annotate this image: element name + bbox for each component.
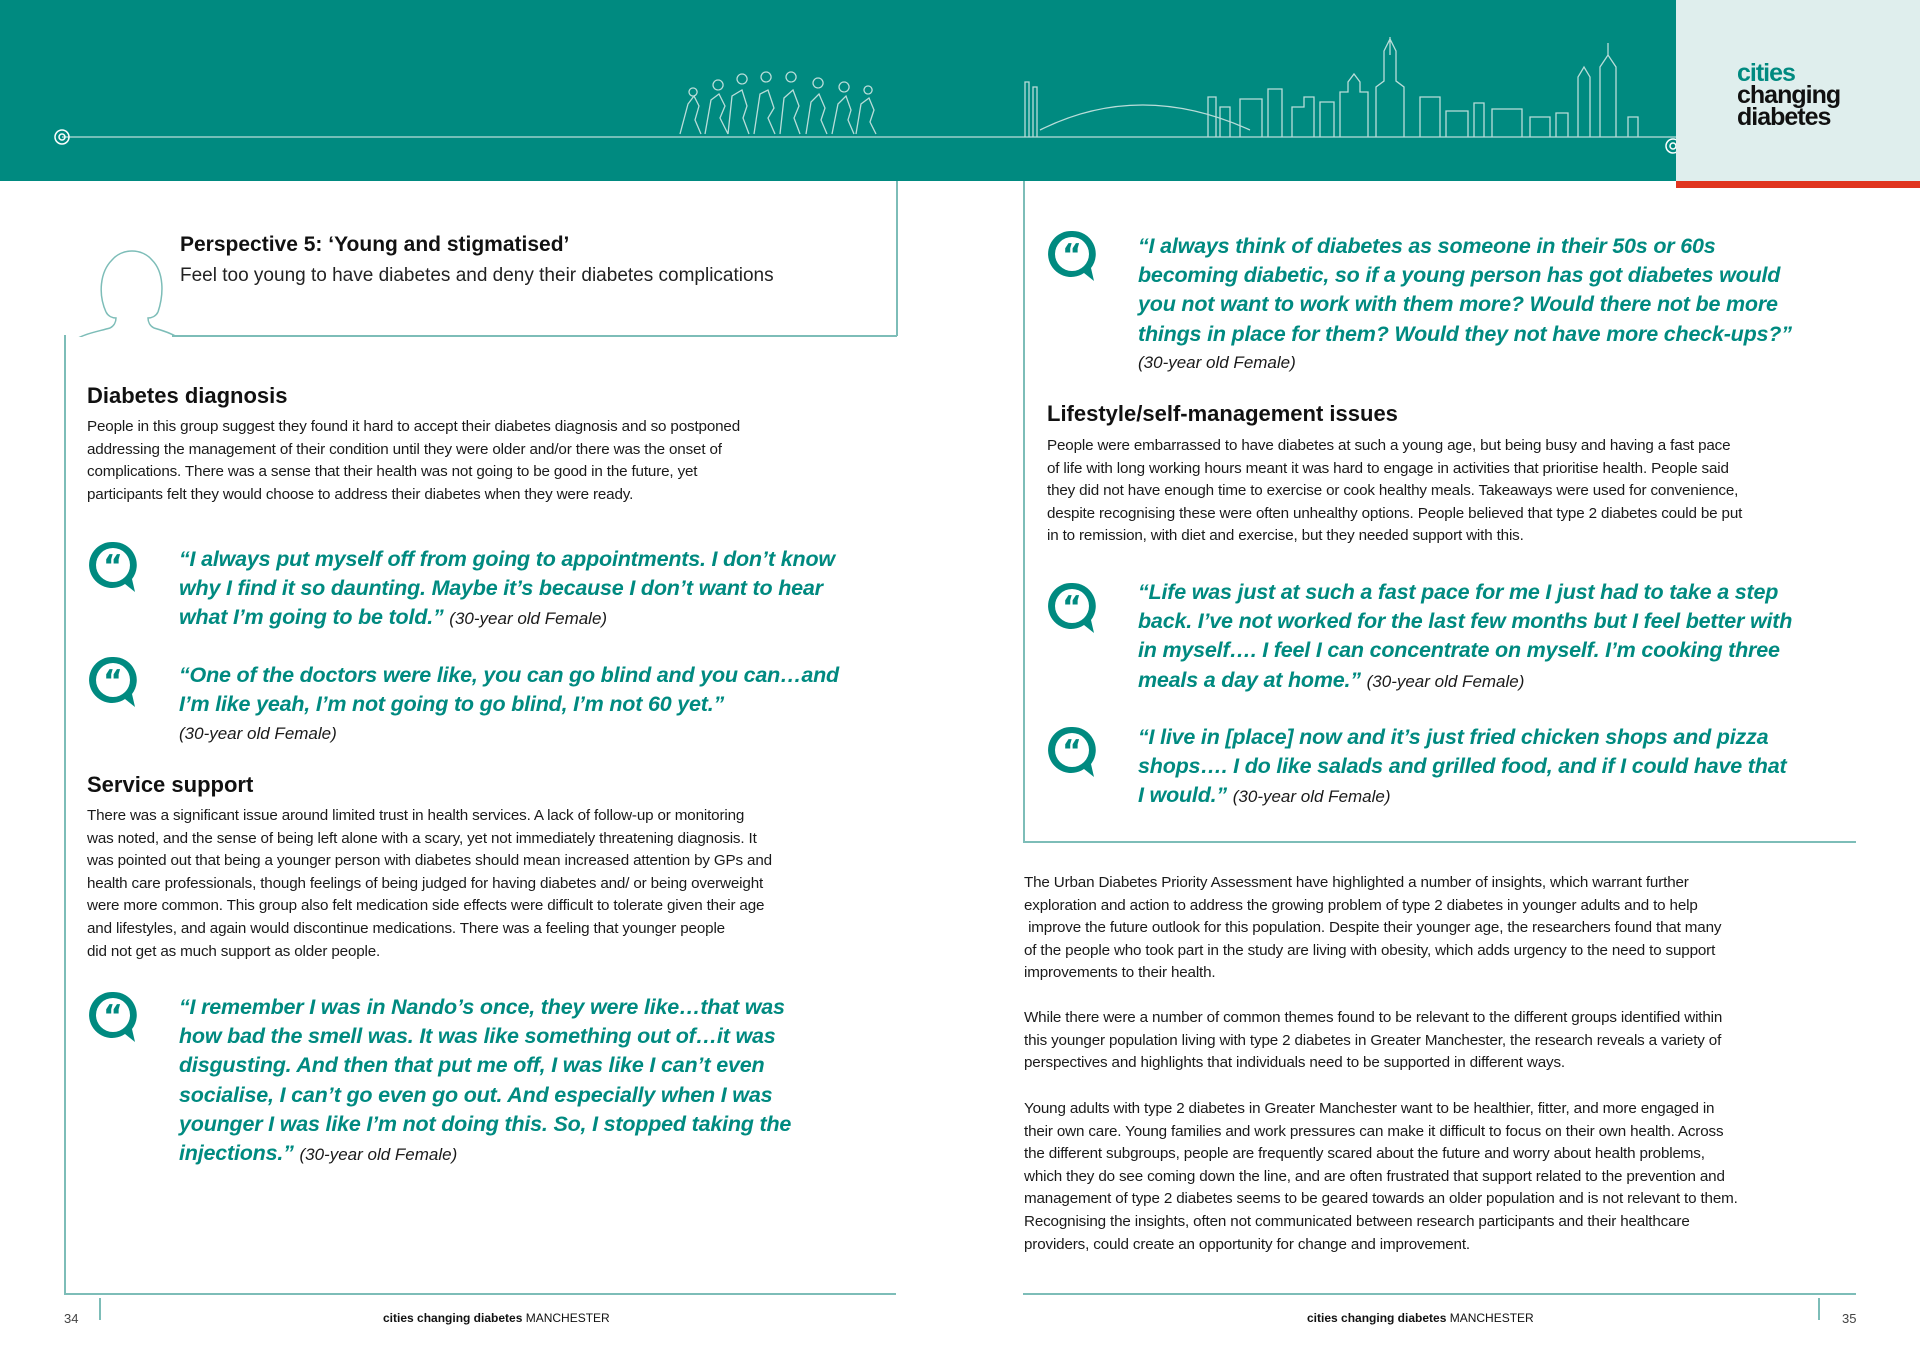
quote-attribution: (30-year old Female): [1232, 787, 1391, 807]
quote-bubble-icon: [1046, 724, 1098, 780]
summary-paragraph-1: The Urban Diabetes Priority Assessment have highlighted a number of insights, which warrant further exploration and action to address the growing problem of type 2 diabetes in younger adults and to help improve the future outlook for this population. Despite their younger age, the researchers found that many of the people who took part in the study are living with obesity, which adds urgency to the need to support improvements to their health.: [1024, 874, 1722, 982]
city-skyline-illustration: [0, 0, 1676, 181]
right-frame-left-edge: [1023, 181, 1025, 842]
summary-paragraph-2: While there were a number of common themes found to be relevant to the different groups identified within this younger population living with type 2 diabetes in Greater Manchester, the research reveals a variety of perspectives and highlights that individuals need to be supported in different ways.: [1024, 1009, 1723, 1072]
quote-bubble-icon: [1046, 580, 1098, 636]
quote-attribution: (30-year old Female): [449, 609, 608, 629]
quote-nandos: “I remember I was in Nando’s once, they were like…that was how bad the smell was. It was like something out of…it was disgusting. And then that put me off, I was like I can’t even socialise, I can’t go even go out. And especially when I was younger I was like I’m not doing this. So, I stopped taking the injections.” (30-year old Female): [179, 995, 792, 1166]
quote-attribution: (30-year old Female): [1138, 353, 1296, 372]
quote-attribution: (30-year old Female): [1366, 671, 1525, 691]
quote-bubble-icon: [87, 654, 139, 710]
footer-tick-left: [99, 1298, 101, 1320]
person-silhouette-icon: [66, 212, 186, 337]
quote-appointments: “I always put myself off from going to appointments. I don’t know why I find it so daunting. Maybe it’s because I don’t want to hear what I’m going to be told.” (30-year old Female): [179, 547, 835, 630]
svg-text:“: “: [1062, 590, 1082, 625]
svg-text:“: “: [1062, 734, 1082, 769]
left-frame-left-edge: [64, 335, 66, 1293]
quote-go-blind: “One of the doctors were like, you can go blind and you can…and I’m like yeah, I’m not going to go blind, I’m not 60 yet.”: [179, 663, 839, 717]
logo-accent-bar: [1676, 181, 1920, 188]
quote-attribution: (30-year old Female): [299, 1145, 458, 1165]
svg-text:“: “: [103, 999, 123, 1034]
quote-50s-or-60s: “I always think of diabetes as someone in their 50s or 60s becoming diabetic, so if a young person has got diabetes would you not want to work with them more? Would there not be more things in place for them? Would they not have more check-ups?”: [1138, 234, 1792, 346]
left-frame-right-edge: [896, 181, 898, 336]
quote-bubble-icon: [87, 989, 139, 1045]
page-number-right: 35: [1842, 1311, 1857, 1326]
left-frame-bottom-rule: [64, 1293, 896, 1295]
logo-line-1: cities: [1737, 59, 1795, 87]
logo-line-3: diabetes: [1737, 103, 1831, 131]
right-footer-rule: [1023, 1293, 1856, 1295]
svg-text:“: “: [103, 664, 123, 699]
quote-attribution: (30-year old Female): [179, 724, 337, 743]
svg-text:“: “: [1062, 238, 1082, 273]
lifestyle-heading: Lifestyle/self-management issues: [1047, 401, 1398, 426]
diabetes-diagnosis-paragraph: People in this group suggest they found it hard to accept their diabetes diagnosis and so postponed addressing the management of their condition until they were older and/or there was the onset of complications. There was a sense that their health was not going to be good in the future, yet participants felt they would choose to address their diabetes when they were ready.: [87, 418, 741, 503]
footer-tick-right: [1818, 1298, 1820, 1320]
perspective-subtitle: Feel too young to have diabetes and deny their diabetes complications: [180, 265, 774, 286]
left-target-marker-icon: [55, 130, 69, 144]
cities-changing-diabetes-logo: [1737, 59, 1907, 131]
right-frame-bottom-rule: [1023, 841, 1856, 843]
left-frame-top-rule: [172, 335, 897, 337]
logo-line-2: changing: [1737, 81, 1841, 109]
quote-fried-chicken: “I live in [place] now and it’s just fried chicken shops and pizza shops…. I do like salads and grilled food, and if I could have that I would.” (30-year old Female): [1138, 725, 1787, 808]
quote-fast-pace: “Life was just at such a fast pace for me I just had to take a step back. I’ve not worked for the last few months but I feel better with in myself…. I feel I can concentrate on myself. I’m cooking three meals a day at home.” (30-year old Female): [1138, 580, 1793, 692]
quote-bubble-icon: [87, 539, 139, 595]
perspective-title: Perspective 5: ‘Young and stigmatised’: [180, 233, 570, 256]
footer-title-left: cities changing diabetes MANCHESTER: [383, 1311, 610, 1325]
service-support-heading: Service support: [87, 772, 254, 797]
summary-paragraph-3: Young adults with type 2 diabetes in Greater Manchester want to be healthier, fitter, and more engaged in their own care. Young families and work pressures can make it difficult to focus on their own health. Across the different subgroups, people are frequently scared about the future and worry about health problems, which they do see coming down the line, and are often frustrated that support related to the prevention and management of type 2 diabetes seems to be geared towards an older population and is not relevant to them. Recognising the insights, often not communicated between research participants and their healthcare providers, could create an opportunity for change and improvement.: [1024, 1100, 1738, 1253]
footer-title-right: cities changing diabetes MANCHESTER: [1307, 1311, 1534, 1325]
page-number-left: 34: [64, 1311, 79, 1326]
svg-text:“: “: [103, 549, 123, 584]
quote-bubble-icon: [1046, 228, 1098, 284]
lifestyle-paragraph: People were embarrassed to have diabetes at such a young age, but being busy and having a fast pace of life with long working hours meant it was hard to engage in activities that prioritise health. People said they did not have enough time to exercise or cook healthy meals. Takeaways were used for convenience, despite recognising these were often unhealthy options. People believed that type 2 diabetes could be put in to remission, with diet and exercise, but they needed support with this.: [1047, 437, 1743, 545]
diabetes-diagnosis-heading: Diabetes diagnosis: [87, 383, 288, 408]
service-support-paragraph: There was a significant issue around limited trust in health services. A lack of follow-up or monitoring was noted, and the sense of being left alone with a scary, yet not immediately threatening diagnosis. It was pointed out that being a younger person with diabetes should mean increased attention by GPs and health care professionals, though feelings of being judged for having diabetes and/ or being overweight were more common. This group also felt medication side effects were difficult to tolerate given their age and lifestyles, and again would discontinue medications. There was a feeling that younger people did not get as much support as older people.: [87, 807, 772, 960]
